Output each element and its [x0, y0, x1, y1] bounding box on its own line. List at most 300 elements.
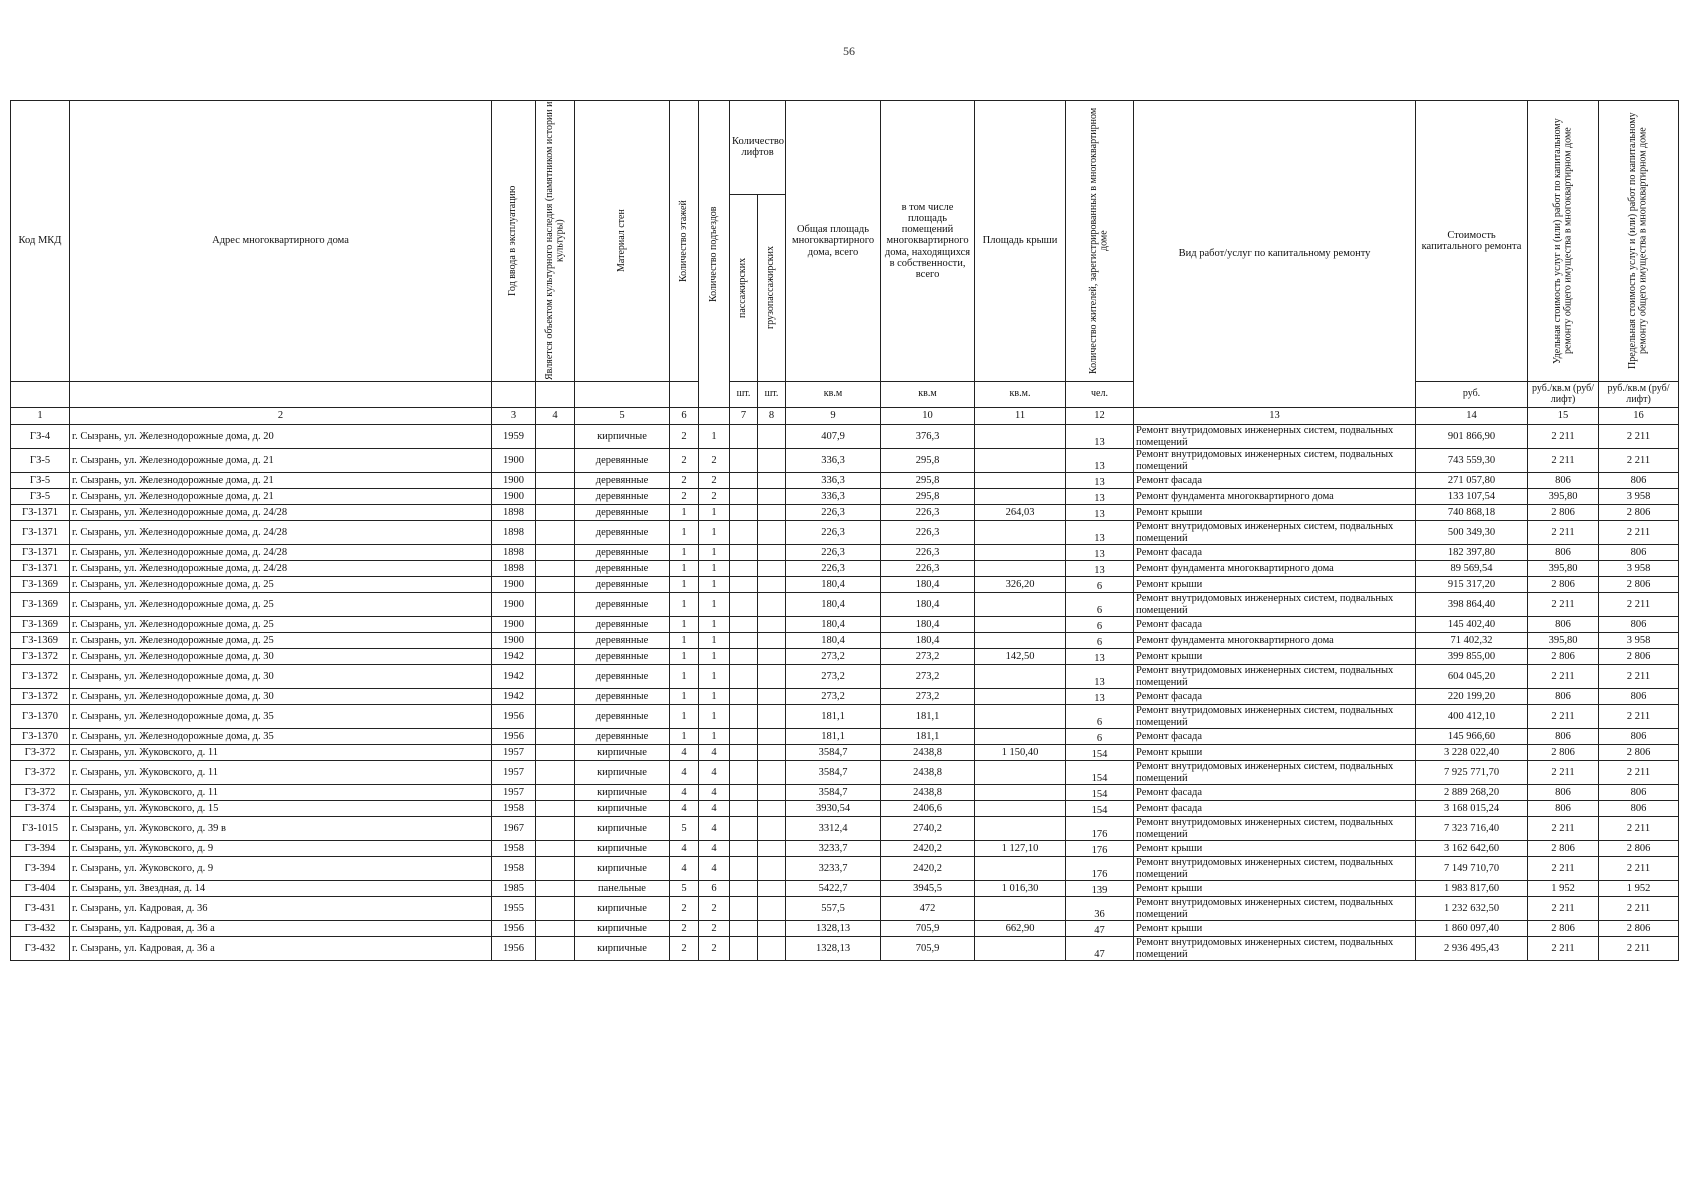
- table-row: [11, 617, 1679, 633]
- cell-max-cost: 2 211: [1599, 449, 1679, 473]
- cell-lifts-passenger: [730, 921, 758, 937]
- cell-floors: 4: [670, 801, 699, 817]
- header-work-type: Вид работ/услуг по капитальному ремонту: [1134, 101, 1416, 408]
- cell-cost: 500 349,30: [1416, 521, 1528, 545]
- cell-address: г. Сызрань, ул. Жуковского, д. 11: [70, 785, 492, 801]
- cell-residents: 154: [1066, 785, 1134, 801]
- cell-year: 1900: [492, 473, 536, 489]
- table-row: [11, 897, 1679, 921]
- cell-lifts-cargo: [758, 801, 786, 817]
- cell-code: ГЗ-1370: [11, 729, 70, 745]
- cell-code: ГЗ-1371: [11, 505, 70, 521]
- column-number: 7: [730, 408, 758, 425]
- page-number: 56: [843, 44, 855, 58]
- cell-wall: кирпичные: [575, 817, 670, 841]
- cell-work-type: Ремонт фасада: [1134, 729, 1416, 745]
- table-row: [11, 473, 1679, 489]
- cell-max-cost: 2 806: [1599, 577, 1679, 593]
- cell-max-cost: 2 211: [1599, 937, 1679, 961]
- cell-total-area: 181,1: [786, 729, 881, 745]
- cell-entrances: 1: [699, 633, 730, 649]
- cell-address: г. Сызрань, ул. Железнодорожные дома, д. 21: [70, 473, 492, 489]
- cell-owned-area: 2420,2: [881, 857, 975, 881]
- cell-unit-cost: 2 211: [1528, 705, 1599, 729]
- unit-spacer: [670, 382, 699, 408]
- unit-unit-cost: руб./кв.м (руб/лифт): [1528, 382, 1599, 408]
- cell-heritage: [536, 841, 575, 857]
- cell-year: 1898: [492, 561, 536, 577]
- cell-max-cost: 2 211: [1599, 425, 1679, 449]
- cell-cost: 7 323 716,40: [1416, 817, 1528, 841]
- cell-work-type: Ремонт внутридомовых инженерных систем, подвальных помещений: [1134, 593, 1416, 617]
- cell-residents: 13: [1066, 649, 1134, 665]
- cell-work-type: Ремонт фундамента многоквартирного дома: [1134, 489, 1416, 505]
- cell-residents: 13: [1066, 489, 1134, 505]
- cell-total-area: 226,3: [786, 545, 881, 561]
- cell-max-cost: 806: [1599, 689, 1679, 705]
- cell-owned-area: 226,3: [881, 521, 975, 545]
- cell-year: 1956: [492, 729, 536, 745]
- cell-code: ГЗ-374: [11, 801, 70, 817]
- cell-roof-area: 1 127,10: [975, 841, 1066, 857]
- cell-work-type: Ремонт фасада: [1134, 689, 1416, 705]
- cell-wall: кирпичные: [575, 921, 670, 937]
- cell-lifts-passenger: [730, 593, 758, 617]
- cell-floors: 4: [670, 841, 699, 857]
- cell-roof-area: 326,20: [975, 577, 1066, 593]
- cell-total-area: 5422,7: [786, 881, 881, 897]
- cell-heritage: [536, 689, 575, 705]
- cell-wall: панельные: [575, 881, 670, 897]
- cell-heritage: [536, 449, 575, 473]
- table-row: [11, 817, 1679, 841]
- cell-cost: 399 855,00: [1416, 649, 1528, 665]
- cell-unit-cost: 806: [1528, 801, 1599, 817]
- column-numbers-row: [11, 408, 1679, 425]
- cell-address: г. Сызрань, ул. Жуковского, д. 11: [70, 745, 492, 761]
- cell-total-area: 336,3: [786, 449, 881, 473]
- cell-heritage: [536, 817, 575, 841]
- unit-roof-area: кв.м.: [975, 382, 1066, 408]
- cell-year: 1898: [492, 505, 536, 521]
- cell-max-cost: 2 211: [1599, 817, 1679, 841]
- cell-cost: 604 045,20: [1416, 665, 1528, 689]
- cell-wall: деревянные: [575, 729, 670, 745]
- cell-lifts-passenger: [730, 881, 758, 897]
- cell-total-area: 1328,13: [786, 937, 881, 961]
- cell-max-cost: 3 958: [1599, 561, 1679, 577]
- cell-address: г. Сызрань, ул. Звездная, д. 14: [70, 881, 492, 897]
- cell-total-area: 336,3: [786, 473, 881, 489]
- table-row: [11, 801, 1679, 817]
- cell-residents: 176: [1066, 857, 1134, 881]
- cell-lifts-passenger: [730, 489, 758, 505]
- unit-spacer: [492, 382, 536, 408]
- table-row: [11, 841, 1679, 857]
- table-row: [11, 937, 1679, 961]
- cell-floors: 2: [670, 449, 699, 473]
- cell-address: г. Сызрань, ул. Кадровая, д. 36: [70, 897, 492, 921]
- cell-entrances: 4: [699, 857, 730, 881]
- cell-entrances: 2: [699, 449, 730, 473]
- cell-year: 1900: [492, 449, 536, 473]
- cell-residents: 6: [1066, 577, 1134, 593]
- cell-floors: 4: [670, 745, 699, 761]
- cell-heritage: [536, 921, 575, 937]
- cell-code: ГЗ-432: [11, 937, 70, 961]
- table-row: [11, 665, 1679, 689]
- cell-floors: 1: [670, 617, 699, 633]
- cell-lifts-cargo: [758, 561, 786, 577]
- table-row: [11, 593, 1679, 617]
- cell-total-area: 226,3: [786, 521, 881, 545]
- column-number: 4: [536, 408, 575, 425]
- cell-code: ГЗ-1369: [11, 593, 70, 617]
- cell-residents: 176: [1066, 841, 1134, 857]
- cell-heritage: [536, 729, 575, 745]
- cell-work-type: Ремонт фундамента многоквартирного дома: [1134, 633, 1416, 649]
- cell-unit-cost: 806: [1528, 617, 1599, 633]
- cell-wall: деревянные: [575, 489, 670, 505]
- cell-cost: 1 860 097,40: [1416, 921, 1528, 937]
- cell-code: ГЗ-1369: [11, 617, 70, 633]
- cell-lifts-cargo: [758, 729, 786, 745]
- cell-year: 1900: [492, 577, 536, 593]
- cell-year: 1957: [492, 745, 536, 761]
- cell-code: ГЗ-432: [11, 921, 70, 937]
- cell-cost: 1 983 817,60: [1416, 881, 1528, 897]
- unit-spacer: [575, 382, 670, 408]
- cell-residents: 154: [1066, 801, 1134, 817]
- cell-lifts-cargo: [758, 505, 786, 521]
- cell-heritage: [536, 881, 575, 897]
- header-code: Код МКД: [11, 101, 70, 382]
- cell-owned-area: 295,8: [881, 489, 975, 505]
- cell-lifts-cargo: [758, 665, 786, 689]
- table-row: [11, 785, 1679, 801]
- cell-floors: 5: [670, 881, 699, 897]
- cell-lifts-passenger: [730, 897, 758, 921]
- cell-lifts-passenger: [730, 665, 758, 689]
- cell-lifts-cargo: [758, 593, 786, 617]
- cell-work-type: Ремонт крыши: [1134, 921, 1416, 937]
- cell-code: ГЗ-372: [11, 761, 70, 785]
- cell-entrances: 2: [699, 489, 730, 505]
- cell-heritage: [536, 745, 575, 761]
- table-row: [11, 705, 1679, 729]
- cell-roof-area: [975, 665, 1066, 689]
- cell-unit-cost: 806: [1528, 785, 1599, 801]
- cell-residents: 154: [1066, 761, 1134, 785]
- cell-owned-area: 273,2: [881, 665, 975, 689]
- cell-address: г. Сызрань, ул. Железнодорожные дома, д. 24/28: [70, 521, 492, 545]
- cell-unit-cost: 2 211: [1528, 665, 1599, 689]
- cell-roof-area: [975, 857, 1066, 881]
- cell-year: 1959: [492, 425, 536, 449]
- cell-floors: 2: [670, 937, 699, 961]
- cell-max-cost: 2 806: [1599, 841, 1679, 857]
- cell-unit-cost: 395,80: [1528, 633, 1599, 649]
- cell-year: 1898: [492, 521, 536, 545]
- cell-owned-area: 705,9: [881, 921, 975, 937]
- cell-code: ГЗ-1369: [11, 577, 70, 593]
- column-number: 1: [11, 408, 70, 425]
- cell-code: ГЗ-5: [11, 489, 70, 505]
- cell-residents: 13: [1066, 449, 1134, 473]
- cell-lifts-cargo: [758, 545, 786, 561]
- cell-cost: 3 162 642,60: [1416, 841, 1528, 857]
- cell-wall: кирпичные: [575, 761, 670, 785]
- cell-lifts-cargo: [758, 881, 786, 897]
- table-row: [11, 689, 1679, 705]
- cell-unit-cost: 2 806: [1528, 577, 1599, 593]
- cell-total-area: 1328,13: [786, 921, 881, 937]
- cell-unit-cost: 806: [1528, 729, 1599, 745]
- cell-lifts-cargo: [758, 689, 786, 705]
- cell-cost: 400 412,10: [1416, 705, 1528, 729]
- cell-cost: 145 966,60: [1416, 729, 1528, 745]
- column-number: 13: [1134, 408, 1416, 425]
- cell-code: ГЗ-394: [11, 857, 70, 881]
- cell-code: ГЗ-1371: [11, 545, 70, 561]
- cell-code: ГЗ-4: [11, 425, 70, 449]
- cell-address: г. Сызрань, ул. Железнодорожные дома, д. 21: [70, 489, 492, 505]
- cell-heritage: [536, 561, 575, 577]
- cell-max-cost: 2 211: [1599, 705, 1679, 729]
- cell-year: 1955: [492, 897, 536, 921]
- unit-spacer: [11, 382, 70, 408]
- cell-floors: 4: [670, 857, 699, 881]
- cell-unit-cost: 806: [1528, 689, 1599, 705]
- cell-heritage: [536, 801, 575, 817]
- cell-heritage: [536, 937, 575, 961]
- cell-year: 1900: [492, 489, 536, 505]
- cell-total-area: 557,5: [786, 897, 881, 921]
- cell-cost: 220 199,20: [1416, 689, 1528, 705]
- cell-heritage: [536, 489, 575, 505]
- cell-entrances: 1: [699, 425, 730, 449]
- cell-cost: 1 232 632,50: [1416, 897, 1528, 921]
- cell-wall: кирпичные: [575, 425, 670, 449]
- cell-entrances: 6: [699, 881, 730, 897]
- cell-code: ГЗ-1015: [11, 817, 70, 841]
- cell-entrances: 2: [699, 897, 730, 921]
- header-lifts-passenger: пассажирских: [730, 194, 758, 381]
- cell-code: ГЗ-1370: [11, 705, 70, 729]
- cell-work-type: Ремонт внутридомовых инженерных систем, подвальных помещений: [1134, 665, 1416, 689]
- cell-address: г. Сызрань, ул. Железнодорожные дома, д. 20: [70, 425, 492, 449]
- cell-floors: 2: [670, 897, 699, 921]
- cell-wall: деревянные: [575, 617, 670, 633]
- cell-floors: 1: [670, 705, 699, 729]
- table-row: [11, 489, 1679, 505]
- cell-work-type: Ремонт внутридомовых инженерных систем, подвальных помещений: [1134, 425, 1416, 449]
- unit-max-cost: руб./кв.м (руб/лифт): [1599, 382, 1679, 408]
- column-number: 3: [492, 408, 536, 425]
- cell-owned-area: 180,4: [881, 577, 975, 593]
- header-total-area: Общая площадь многоквартирного дома, всего: [786, 101, 881, 382]
- cell-year: 1967: [492, 817, 536, 841]
- cell-lifts-passenger: [730, 841, 758, 857]
- cell-max-cost: 2 211: [1599, 521, 1679, 545]
- cell-entrances: 4: [699, 841, 730, 857]
- unit-residents: чел.: [1066, 382, 1134, 408]
- cell-owned-area: 180,4: [881, 593, 975, 617]
- cell-total-area: 226,3: [786, 561, 881, 577]
- cell-year: 1958: [492, 801, 536, 817]
- cell-max-cost: 2 806: [1599, 921, 1679, 937]
- cell-code: ГЗ-1372: [11, 665, 70, 689]
- cell-heritage: [536, 633, 575, 649]
- cell-owned-area: 2438,8: [881, 785, 975, 801]
- cell-entrances: 1: [699, 593, 730, 617]
- cell-code: ГЗ-394: [11, 841, 70, 857]
- cell-max-cost: 1 952: [1599, 881, 1679, 897]
- cell-heritage: [536, 473, 575, 489]
- cell-total-area: 3930,54: [786, 801, 881, 817]
- cell-owned-area: 376,3: [881, 425, 975, 449]
- cell-owned-area: 2438,8: [881, 745, 975, 761]
- cell-unit-cost: 806: [1528, 545, 1599, 561]
- cell-lifts-passenger: [730, 633, 758, 649]
- cell-address: г. Сызрань, ул. Железнодорожные дома, д. 30: [70, 689, 492, 705]
- table-row: [11, 761, 1679, 785]
- cell-address: г. Сызрань, ул. Жуковского, д. 9: [70, 841, 492, 857]
- cell-work-type: Ремонт фасада: [1134, 473, 1416, 489]
- cell-heritage: [536, 505, 575, 521]
- header-residents: Количество жителей, зарегистрированных в многоквартирном доме: [1066, 101, 1134, 382]
- cell-lifts-passenger: [730, 577, 758, 593]
- cell-lifts-passenger: [730, 817, 758, 841]
- unit-spacer: [70, 382, 492, 408]
- cell-heritage: [536, 425, 575, 449]
- cell-wall: кирпичные: [575, 801, 670, 817]
- cell-lifts-cargo: [758, 817, 786, 841]
- unit-owned-area: кв.м: [881, 382, 975, 408]
- cell-owned-area: 226,3: [881, 545, 975, 561]
- cell-work-type: Ремонт внутридомовых инженерных систем, подвальных помещений: [1134, 897, 1416, 921]
- cell-entrances: 4: [699, 817, 730, 841]
- cell-work-type: Ремонт внутридомовых инженерных систем, подвальных помещений: [1134, 937, 1416, 961]
- cell-lifts-cargo: [758, 489, 786, 505]
- cell-wall: деревянные: [575, 665, 670, 689]
- cell-residents: 139: [1066, 881, 1134, 897]
- cell-work-type: Ремонт крыши: [1134, 505, 1416, 521]
- column-number: 11: [975, 408, 1066, 425]
- cell-unit-cost: 2 806: [1528, 921, 1599, 937]
- cell-entrances: 1: [699, 665, 730, 689]
- column-number: 9: [786, 408, 881, 425]
- header-wall: Материал стен: [575, 101, 670, 382]
- cell-heritage: [536, 577, 575, 593]
- cell-max-cost: 2 211: [1599, 761, 1679, 785]
- header-lifts: Количество лифтов: [730, 101, 786, 195]
- cell-lifts-passenger: [730, 505, 758, 521]
- cell-owned-area: 2438,8: [881, 761, 975, 785]
- cell-owned-area: 705,9: [881, 937, 975, 961]
- header-heritage: Является объектом культурного наследия (памятником истории и культуры): [536, 101, 575, 382]
- cell-cost: 398 864,40: [1416, 593, 1528, 617]
- cell-roof-area: [975, 801, 1066, 817]
- header-lifts-cargo: грузопассажирских: [758, 194, 786, 381]
- cell-heritage: [536, 785, 575, 801]
- cell-roof-area: 264,03: [975, 505, 1066, 521]
- cell-wall: деревянные: [575, 521, 670, 545]
- cell-heritage: [536, 897, 575, 921]
- table-row: [11, 881, 1679, 897]
- cell-lifts-cargo: [758, 761, 786, 785]
- cell-work-type: Ремонт фасада: [1134, 785, 1416, 801]
- cell-lifts-passenger: [730, 617, 758, 633]
- cell-lifts-cargo: [758, 785, 786, 801]
- unit-spacer: [536, 382, 575, 408]
- cell-work-type: Ремонт фасада: [1134, 545, 1416, 561]
- cell-heritage: [536, 761, 575, 785]
- table-row: [11, 425, 1679, 449]
- table-row: [11, 921, 1679, 937]
- cell-total-area: 180,4: [786, 593, 881, 617]
- cell-wall: деревянные: [575, 505, 670, 521]
- cell-total-area: 3584,7: [786, 745, 881, 761]
- cell-cost: 740 868,18: [1416, 505, 1528, 521]
- cell-residents: 176: [1066, 817, 1134, 841]
- cell-total-area: 180,4: [786, 577, 881, 593]
- cell-owned-area: 3945,5: [881, 881, 975, 897]
- table-row: [11, 745, 1679, 761]
- cell-wall: деревянные: [575, 705, 670, 729]
- cell-year: 1956: [492, 921, 536, 937]
- cell-code: ГЗ-1371: [11, 521, 70, 545]
- cell-total-area: 273,2: [786, 665, 881, 689]
- header-unit-cost: Удельная стоимость услуг и (или) работ по капитальному ремонту общего имущества в многоквартирном доме: [1528, 101, 1599, 382]
- cell-wall: деревянные: [575, 561, 670, 577]
- column-number: [699, 408, 730, 425]
- cell-wall: кирпичные: [575, 785, 670, 801]
- column-number: 15: [1528, 408, 1599, 425]
- cell-year: 1957: [492, 761, 536, 785]
- cell-entrances: 4: [699, 761, 730, 785]
- cell-floors: 4: [670, 785, 699, 801]
- table-row: [11, 521, 1679, 545]
- cell-wall: деревянные: [575, 649, 670, 665]
- cell-lifts-cargo: [758, 745, 786, 761]
- header-max-cost: Предельная стоимость услуг и (или) работ по капитальному ремонту общего имущества в многоквартирном доме: [1599, 101, 1679, 382]
- cell-owned-area: 2420,2: [881, 841, 975, 857]
- cell-lifts-passenger: [730, 545, 758, 561]
- cell-roof-area: [975, 449, 1066, 473]
- cell-unit-cost: 1 952: [1528, 881, 1599, 897]
- cell-unit-cost: 2 211: [1528, 857, 1599, 881]
- cell-residents: 47: [1066, 921, 1134, 937]
- cell-work-type: Ремонт внутридомовых инженерных систем, подвальных помещений: [1134, 761, 1416, 785]
- cell-roof-area: [975, 897, 1066, 921]
- cell-year: 1942: [492, 649, 536, 665]
- table-row: [11, 505, 1679, 521]
- cell-max-cost: 2 211: [1599, 665, 1679, 689]
- cell-total-area: 3584,7: [786, 761, 881, 785]
- cell-unit-cost: 806: [1528, 473, 1599, 489]
- cell-roof-area: [975, 593, 1066, 617]
- cell-residents: 47: [1066, 937, 1134, 961]
- cell-owned-area: 226,3: [881, 561, 975, 577]
- cell-address: г. Сызрань, ул. Железнодорожные дома, д. 24/28: [70, 505, 492, 521]
- cell-unit-cost: 2 211: [1528, 521, 1599, 545]
- cell-wall: кирпичные: [575, 745, 670, 761]
- header-roof-area: Площадь крыши: [975, 101, 1066, 382]
- cell-code: ГЗ-372: [11, 745, 70, 761]
- cell-address: г. Сызрань, ул. Железнодорожные дома, д. 35: [70, 705, 492, 729]
- cell-max-cost: 2 806: [1599, 505, 1679, 521]
